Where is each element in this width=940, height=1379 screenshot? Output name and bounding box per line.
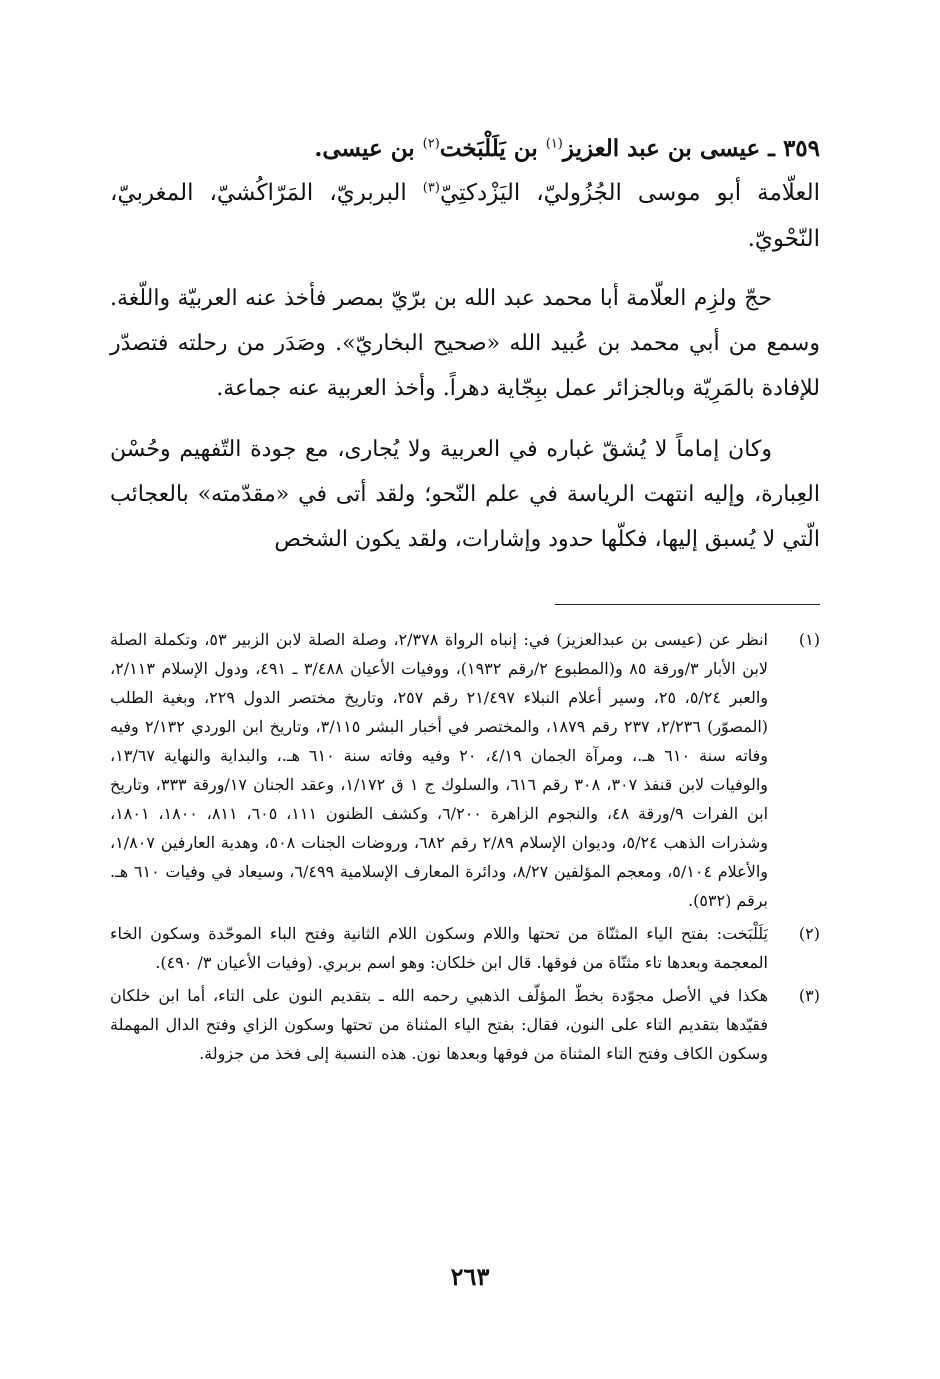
footnotes-list [110,625,820,1068]
body-paragraph-1: حجّ ولزِم العلّامة أبا محمد عبد الله بن برّيّ بمصر فأخذ عنه العربيّة واللّغة. وسمع من أبي محمد بن عُبيد الله «صحيح البخاريّ». وصَدَر من رحلته فتصدّر للإفادة بالمَرِيّة وبالجزائر عمل ببِجّاية دهراً. وأخذ العربية عنه جماعة. [110,286,820,401]
body-paragraph-2: وكان إماماً لا يُشقّ غباره في العربية ولا يُجارى، مع جودة التّفهيم وحُسْن العِبارة، وإليه انتهت الرياسة في علم النّحو؛ ولقد أتى في «مقدّمته» بالعجائب الّتي لا يُسبق إليها، فكلّها حدود وإشارات، ولقد يكون الشخص [110,437,820,552]
page-number: ٢٦٣ [450,1262,490,1291]
entry-heading-mid: بن يَلَلْبَخت [439,135,546,162]
entry-nisba [110,170,820,262]
footnote-ref-1[interactable]: (١) [545,136,563,152]
entry-heading-main: ٣٥٩ ـ عيسى بن عبد العزيز [562,135,820,162]
entry-nisba-end: البربريّ، المَرّاكُشيّ، المغربيّ، النّحْويّ. [110,180,820,252]
footnote-text: يَلَلْبَخت: بفتح الياء المثنّاة من تحتها واللام وسكون اللام الثانية وفتح الباء الموحّدة وسكون الخاء المعجمة وبعدها تاء مثنّاة من فوقها. قال ابن خلكان: وهو اسم بربري. (وفيات الأعيان ٣/ ٤٩٠). [110,924,768,972]
footnote-ref-2[interactable]: (٢) [422,136,440,152]
footnote-number: (٢) [798,924,820,943]
footnote-text: هكذا في الأصل مجوّدة بخطّ المؤلّف الذهبي رحمه الله ـ بتقديم النون على التاء، أما ابن خلكان فقيّدها بتقديم التاء على النون، فقال: بفتح الياء المثناة من تحتها وسكون الزاي وفتح الدال المهملة وسكون الكاف وفتح التاء المثناة من فوقها وبعدها نون. هذه النسبة إلى فخذ من جزولة. [110,986,768,1063]
entry-heading-end: بن عيسى. [314,135,423,162]
footnote-number: (٣) [798,986,820,1005]
entry-heading [110,128,820,170]
footnote-separator [555,604,820,605]
entry-nisba-start: العلّامة أبو موسى الجُزُوليّ، اليَزْدكتِيّ [439,180,821,206]
footnote-number: (١) [798,630,820,649]
footnote-3 [110,981,820,1068]
footnote-2 [110,919,820,977]
footnote-1 [110,625,820,915]
footnote-text: انظر عن (عيسى بن عبدالعزيز) في: إنباه الرواة ٢/٣٧٨، وصلة الصلة لابن الزبير ٥٣، وتكملة الصلة لابن الأبار ٣/ورقة ٨٥ و(المطبوع ٢/رقم ١٩٣٢)، ووفيات الأعيان ٣/٤٨٨ ـ ٤٩١، ودول الإسلام ٢/١١٣، والعبر ٥/٢٤، ٢٥، وسير أعلام النبلاء ٢١/٤٩٧ رقم ٢٥٧، وتاريخ مختصر الدول ٢٢٩، وبغية الطلب (المصوّر) ٢/٢٣٦، ٢٣٧ رقم ١٨٧٩، والمختصر في أخبار البشر ٣/١١٥، وتاريخ ابن الوردي ٢/١٣٢ وفيه وفاته سنة ٦١٠ هـ.، ومرآة الجمان ٤/١٩، ٢٠ وفيه وفاته سنة ٦١٠ هـ.، والبداية والنهاية ١٣/٦٧، والوفيات لابن قنفذ ٣٠٧، ٣٠٨ رقم ٦١٦، والسلوك ج ١ ق ١/١٧٢، وعقد الجنان ١٧/ورقة ٣٣٣، وتاريخ ابن الفرات ٩/ورقة ٤٨، والنجوم الزاهرة ٦/٢٠٠، وكشف الظنون ١١١، ٦٠٥، ٨١١، ١٨٠٠، ١٨٠١، وشذرات الذهب ٥/٢٤، وديوان الإسلام ٢/٨٩ رقم ٦٨٢، وروضات الجنات ٥٠٨، وهدية العارفين ١/٨٠٧، والأعلام ٥/١٠٤، ومعجم المؤلفين ٨/٢٧، ودائرة المعارف الإسلامية ٦/٤٩٩، وسيعاد في وفيات ٦١٠ هـ. برقم (٥٣٢). [110,630,769,910]
footnote-ref-3[interactable]: (٣) [422,180,440,196]
